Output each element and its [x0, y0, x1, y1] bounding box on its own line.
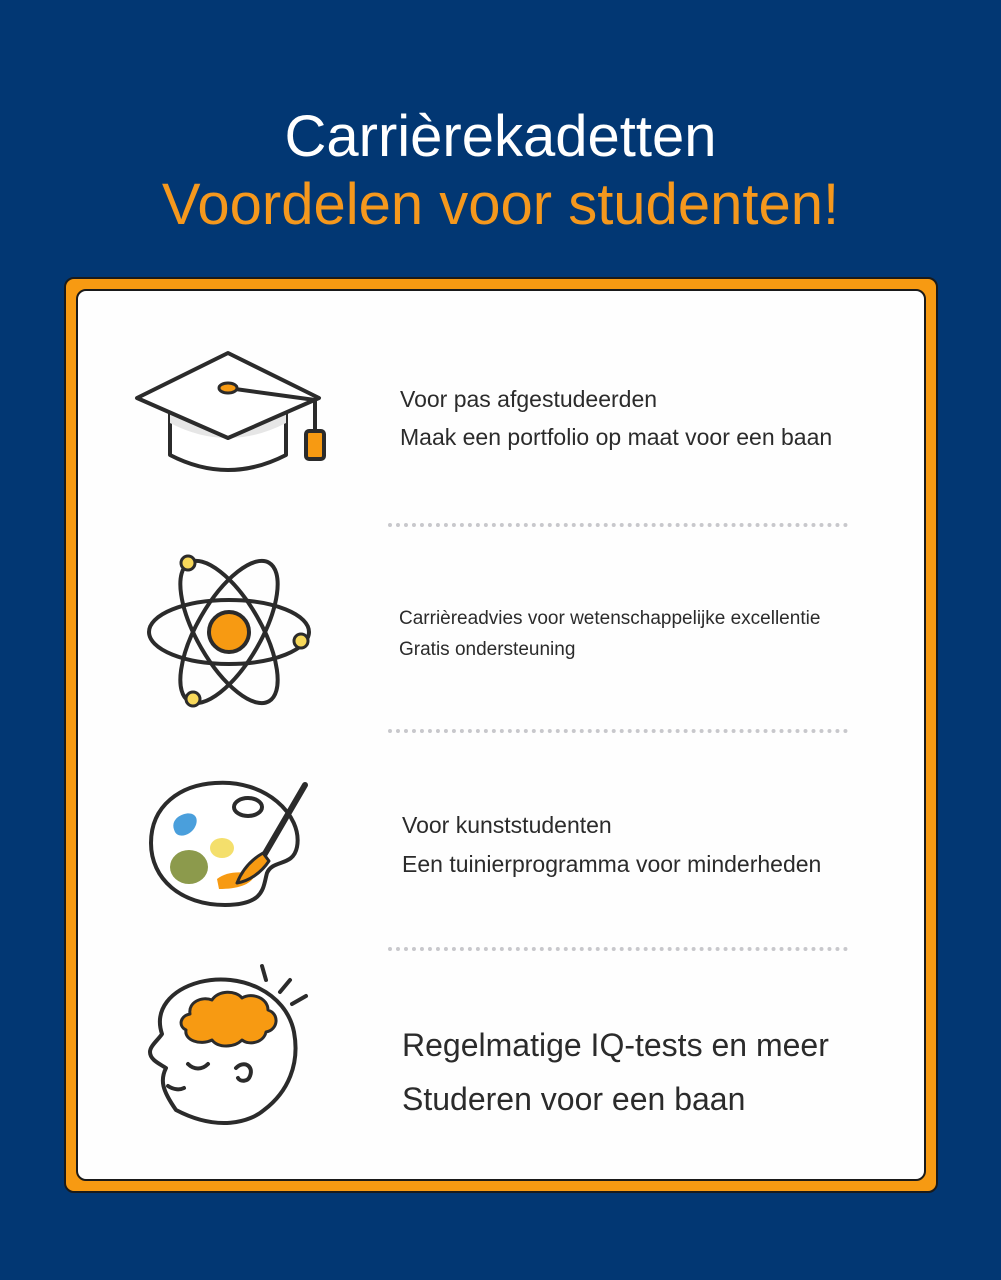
- benefit-text-1: [400, 380, 832, 456]
- benefit-2-line-1: Carrièreadvies voor wetenschappelijke excellentie: [399, 608, 821, 629]
- graduation-cap-icon: [130, 345, 330, 485]
- atom-icon: [140, 548, 320, 718]
- benefit-1-line-2: Maak een portfolio op maat voor een baan: [400, 424, 833, 450]
- benefit-2-line-2: Gratis ondersteuning: [399, 639, 576, 660]
- benefit-3-line-1: Voor kunststudenten: [402, 812, 612, 838]
- paint-palette-icon: [145, 775, 315, 915]
- benefit-text-4: [402, 1018, 829, 1126]
- brain-head-icon: [140, 960, 320, 1140]
- divider-1: [388, 523, 848, 527]
- divider-2: [388, 729, 848, 733]
- benefit-4-line-2: Studeren voor een baan: [402, 1081, 746, 1117]
- divider-3: [388, 947, 848, 951]
- benefit-1-line-1: Voor pas afgestudeerden: [400, 386, 658, 412]
- benefit-3-line-2: Een tuinierprogramma voor minderheden: [402, 851, 822, 877]
- page-subtitle: Voordelen voor studenten!: [161, 172, 840, 237]
- page-title: Carrièrekadetten: [284, 104, 717, 169]
- benefit-text-3: [402, 806, 821, 884]
- benefit-4-line-1: Regelmatige IQ-tests en meer: [402, 1027, 829, 1063]
- benefit-text-2: [399, 603, 820, 665]
